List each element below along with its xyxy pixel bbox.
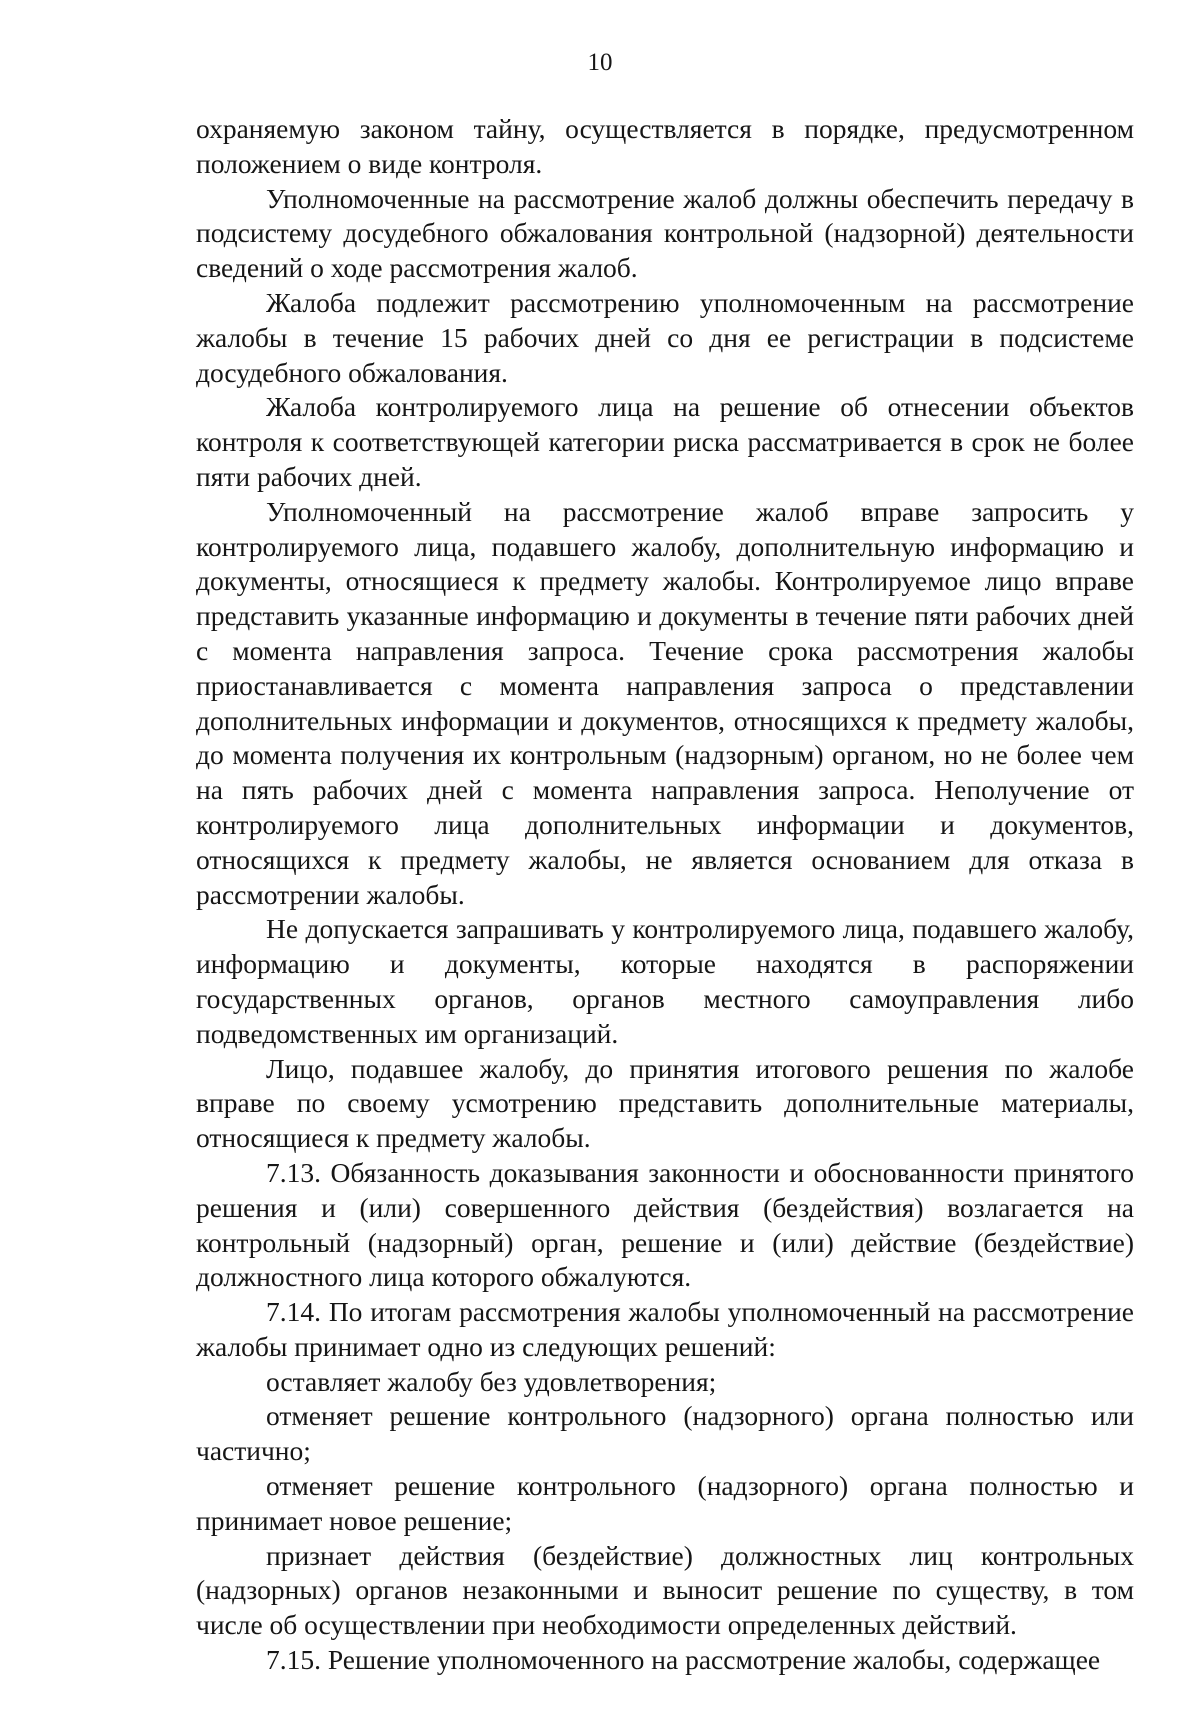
paragraph-review-period: Жалоба подлежит рассмотрению уполномоченным на рассмотрение жалобы в течение 15 рабочих дней со дня ее регистрации в подсистеме досудебного обжалования. bbox=[196, 286, 1134, 388]
decision-item-cancel-new-decision: отменяет решение контрольного (надзорного) органа полностью и принимает новое решение; bbox=[196, 1470, 1134, 1536]
decision-item-cancel-partially: отменяет решение контрольного (надзорного) органа полностью или частично; bbox=[196, 1400, 1134, 1467]
decision-item-leave-unsatisfied: оставляет жалобу без удовлетворения; bbox=[266, 1365, 717, 1397]
decision-item-recognize-unlawful: признает действия (бездействие) должностных лиц контрольных (надзорных) органов незаконными и выносит решение по существу, в том числе об осуществлении при необходимости определенных действий. bbox=[196, 1539, 1134, 1641]
page-number: 10 bbox=[587, 49, 613, 76]
paragraph-section-7-13: 7.13. Обязанность доказывания законности и обоснованности принятого решения и (или) совершенного действия (бездействия) возлагается на контрольный (надзорный) орган, решение и (или) действие (бездействие) должностного лица которого обжалуются. bbox=[196, 1156, 1134, 1293]
paragraph-section-7-14: 7.14. По итогам рассмотрения жалобы уполномоченный на рассмотрение жалобы принимает одно из следующих решений: bbox=[196, 1296, 1134, 1362]
paragraph-section-7-15: 7.15. Решение уполномоченного на рассмотрение жалобы, содержащее bbox=[266, 1644, 1101, 1676]
document-body bbox=[196, 112, 1134, 1678]
paragraph-transfer-information: Уполномоченные на рассмотрение жалоб должны обеспечить передачу в подсистему досудебного обжалования контрольной (надзорной) деятельности сведений о ходе рассмотрения жалоб. bbox=[196, 182, 1134, 284]
paragraph-continuation: охраняемую законом тайну, осуществляется в порядке, предусмотренном положением о виде контроля. bbox=[196, 113, 1134, 179]
paragraph-prohibited-requests: Не допускается запрашивать у контролируемого лица, подавшего жалобу, информацию и документы, которые находятся в распоряжении государственных органов, органов местного самоуправления либо подведомственных им организаций. bbox=[196, 913, 1134, 1049]
paragraph-request-information: Уполномоченный на рассмотрение жалоб вправе запросить у контролируемого лица, подавшего жалобу, дополнительную информацию и документы, относящиеся к предмету жалобы. Контролируемое лицо вправе представить указанные информацию и документы в течение пяти рабочих дней с момента направления запроса. Течение срока рассмотрения жалобы приостанавливается с момента направления запроса о представлении дополнительных информации и документов, относящихся к предмету жалобы, до момента получения их контрольным (надзорным) органом, но не более чем на пять рабочих дней с момента направления запроса. Неполучение от контролируемого лица дополнительных информации и документов, относящихся к предмету жалобы, не является основанием для отказа в рассмотрении жалобы. bbox=[196, 495, 1134, 910]
paragraph-additional-materials: Лицо, подавшее жалобу, до принятия итогового решения по жалобе вправе по своему усмотрению представить дополнительные материалы, относящиеся к предмету жалобы. bbox=[196, 1052, 1134, 1154]
paragraph-risk-category-complaint: Жалоба контролируемого лица на решение об отнесении объектов контроля к соответствующей категории риска рассматривается в срок не более пяти рабочих дней. bbox=[196, 391, 1134, 492]
